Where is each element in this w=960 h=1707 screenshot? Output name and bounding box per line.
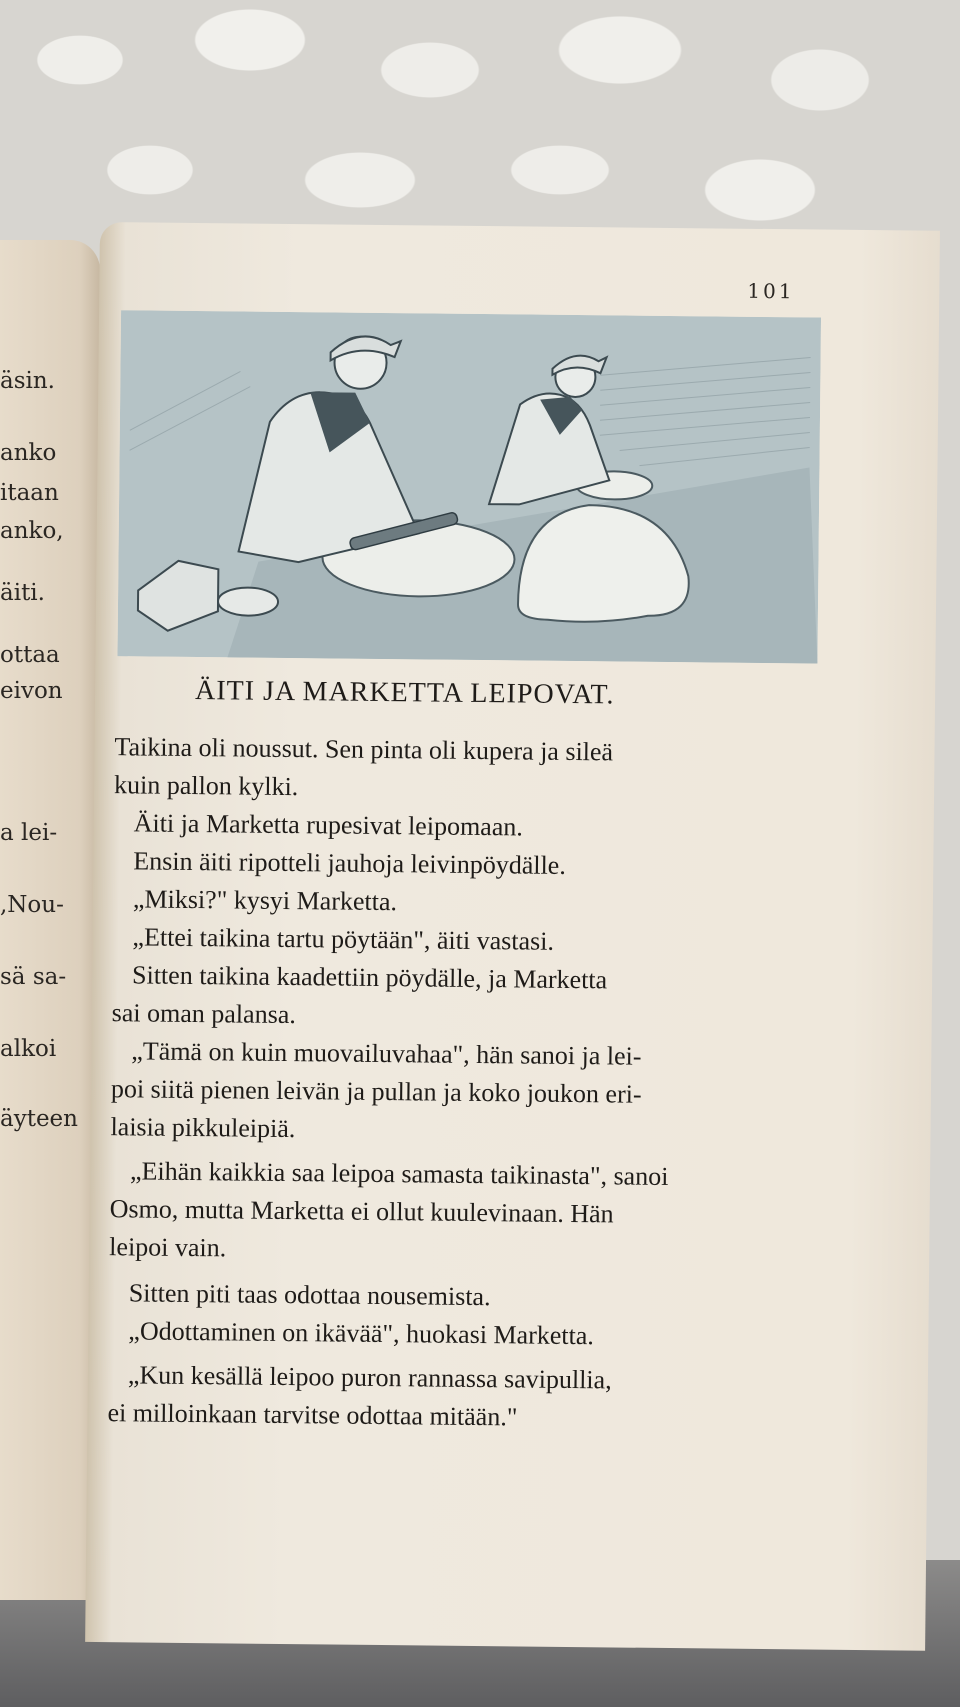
text-line: „Odottaminen on ikävää", huokasi Marketta. [128, 1316, 595, 1351]
text-line: „Tämä on kuin muovailuvahaa", hän sanoi ja lei- [131, 1036, 642, 1071]
chapter-title: ÄITI JA MARKETTA LEIPOVAT. [194, 675, 615, 711]
text-line: „Miksi?" kysyi Marketta. [132, 884, 398, 917]
text-line: Taikina oli noussut. Sen pinta oli kupera ja sileä [114, 732, 614, 767]
text-line: Osmo, mutta Marketta ei ollut kuulevinaan. Hän [109, 1194, 614, 1229]
text-line: Sitten taikina kaadettiin pöydälle, ja Marketta [131, 960, 608, 995]
text-line: leipoi vain. [109, 1232, 227, 1263]
text-line: „Ettei taikina tartu pöytään", äiti vastasi. [132, 922, 555, 956]
left-page [0, 240, 100, 1600]
left-fragment: äiti. [0, 580, 45, 606]
left-fragment: a lei- [0, 820, 58, 846]
left-fragment: sä sa- [0, 964, 67, 990]
baking-illustration [117, 310, 821, 663]
text-line: „Kun kesällä leipoo puron rannassa savipullia, [127, 1360, 612, 1395]
text-line: Sitten piti taas odottaa nousemista. [128, 1278, 491, 1312]
left-fragment: eivon [0, 678, 63, 704]
text-line: kuin pallon kylki. [113, 770, 299, 802]
left-fragment: anko [0, 440, 57, 466]
text-line: laisia pikkuleipiä. [110, 1112, 296, 1144]
left-fragment: anko, [0, 518, 64, 544]
text-line: Äiti ja Marketta rupesivat leipomaan. [133, 808, 523, 842]
text-line: sai oman palansa. [111, 998, 296, 1030]
text-line: ei milloinkaan tarvitse odottaa mitään." [107, 1398, 518, 1432]
left-fragment: ottaa [0, 642, 60, 668]
left-fragment: äyteen [0, 1106, 78, 1132]
left-fragment: äsin. [0, 368, 55, 394]
book-page [85, 222, 940, 1651]
text-line: poi siitä pienen leivän ja pullan ja koko joukon eri- [110, 1074, 642, 1109]
text-line: Ensin äiti ripotteli jauhoja leivinpöydälle. [133, 846, 566, 880]
text-line: „Eihän kaikkia saa leipoa samasta taikinasta", sanoi [129, 1156, 669, 1192]
left-fragment: ,Nou- [0, 892, 64, 918]
page-number: 101 [747, 278, 795, 304]
left-fragment: alkoi [0, 1036, 57, 1062]
left-fragment: itaan [0, 480, 59, 506]
